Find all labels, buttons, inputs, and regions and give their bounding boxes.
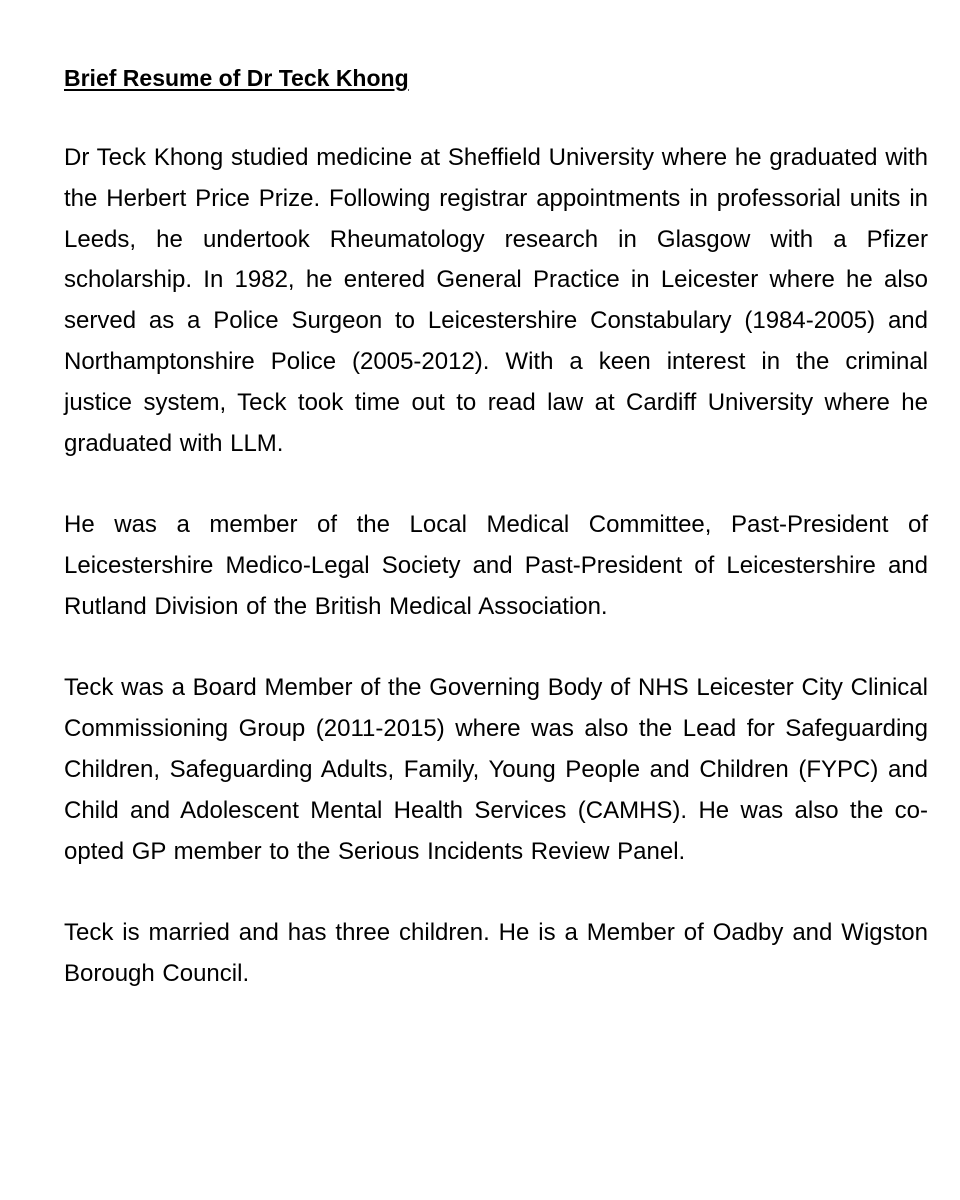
document-title: Brief Resume of Dr Teck Khong	[64, 65, 409, 91]
paragraph-memberships: He was a member of the Local Medical Committee, Past-President of Leicestershire Medico-Legal Society and Past-President of Leicestershire and Rutland Division of the British Medical Association.	[64, 511, 928, 620]
paragraph-personal: Teck is married and has three children. He is a Member of Oadby and Wigston Borough Council.	[64, 919, 928, 987]
paragraph-education-career: Dr Teck Khong studied medicine at Sheffield University where he graduated with the Herbert Price Prize. Following registrar appointments in professorial units in Leeds, he undertook Rheumatology research in Glasgow with a Pfizer scholarship. In 1982, he entered General Practice in Leicester where he also served as a Police Surgeon to Leicestershire Constabulary (1984-2005) and Northamptonshire Police (2005-2012). With a keen interest in the criminal justice system, Teck took time out to read law at Cardiff University where he graduated with LLM.	[64, 144, 928, 457]
document-body	[64, 58, 928, 1036]
paragraph-nhs-board: Teck was a Board Member of the Governing Body of NHS Leicester City Clinical Commissioning Group (2011-2015) where was also the Lead for Safeguarding Children, Safeguarding Adults, Family, Young People and Children (FYPC) and Child and Adolescent Mental Health Services (CAMHS). He was also the co-opted GP member to the Serious Incidents Review Panel.	[64, 674, 928, 865]
